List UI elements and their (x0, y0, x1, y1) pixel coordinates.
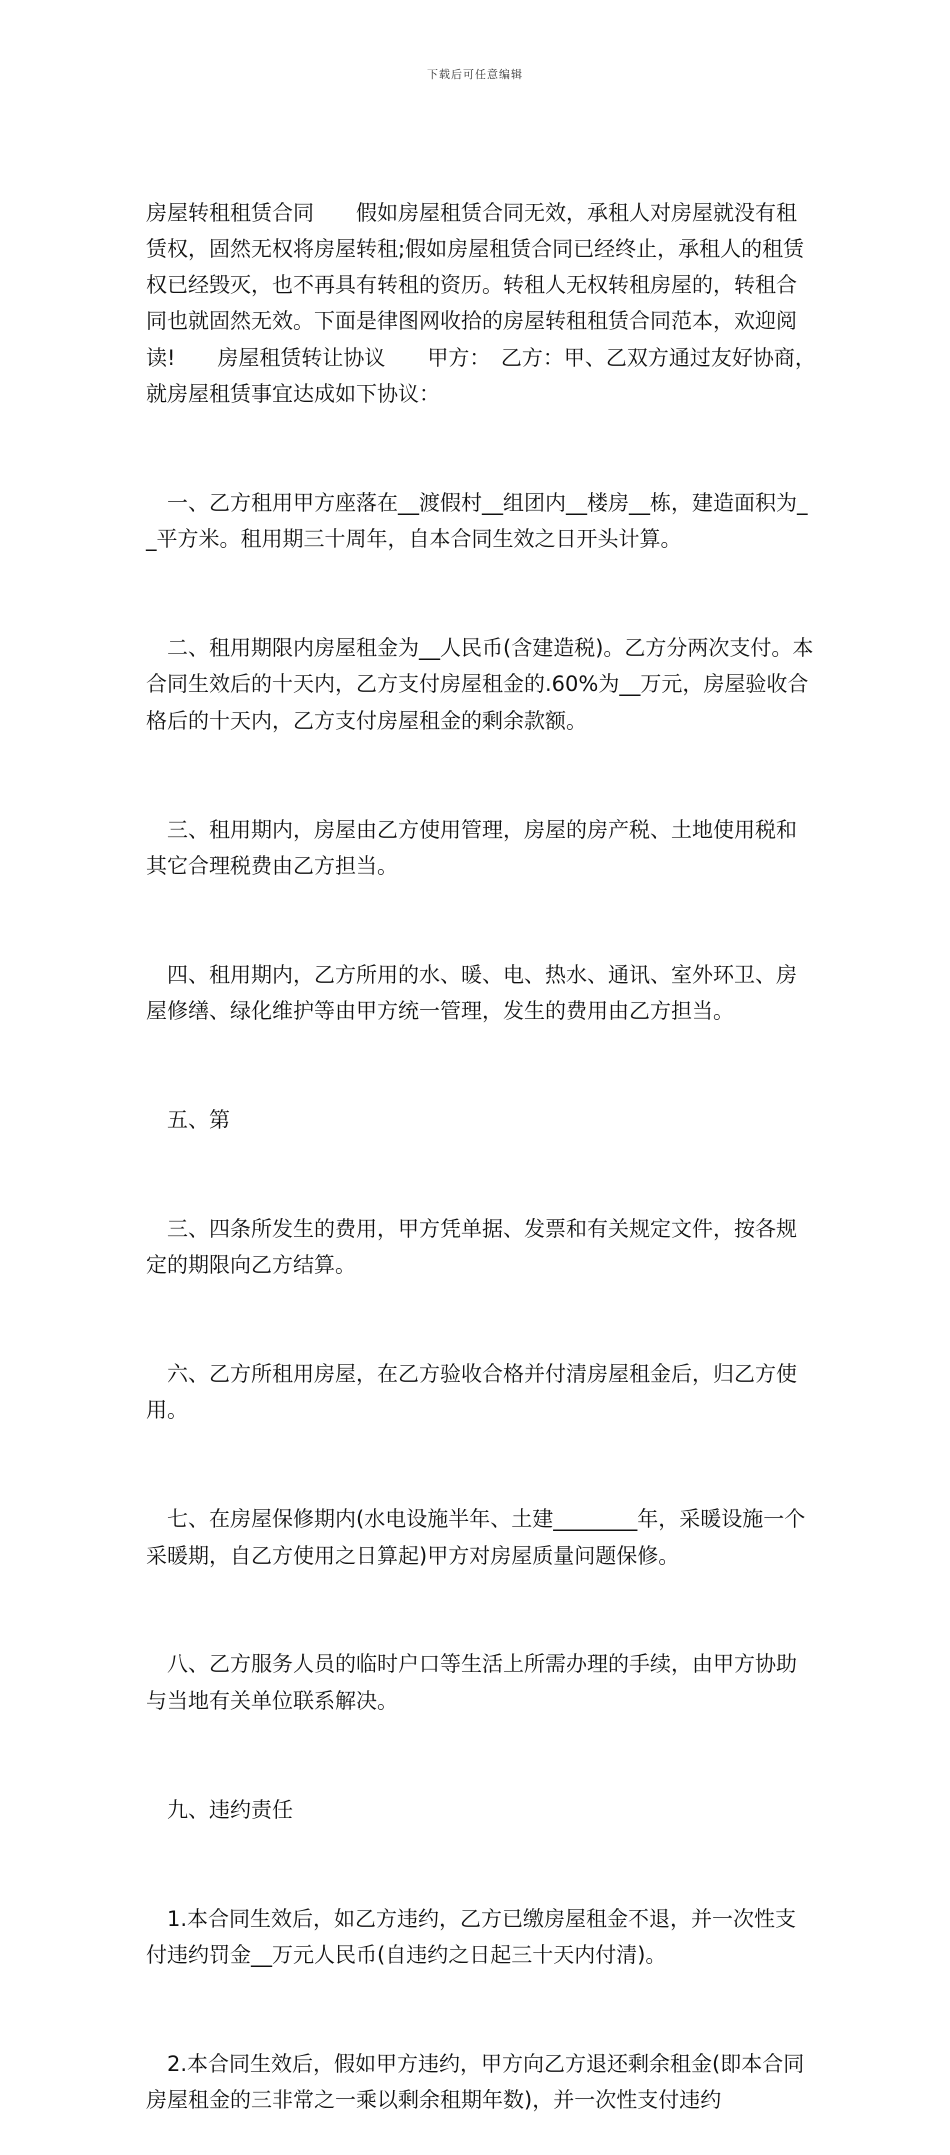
clause-9-item-2: 2.本合同生效后，假如甲方违约，甲方向乙方退还剩余租金(即本合同房屋租金的三非常之一乘以剩余租期年数)，并一次性支付违约 (146, 2051, 805, 2113)
clause-5-body: 三、四条所发生的费用，甲方凭单据、发票和有关规定文件，按各规定的期限向乙方结算。 (146, 1216, 797, 1278)
clause-5-heading: 五、第 (146, 1108, 230, 1133)
clause-7: 七、在房屋保修期内(水电设施半年、土建________年，采暖设施一个采暖期，自乙方使用之日算起)甲方对房屋质量问题保修。 (146, 1507, 806, 1568)
clause-9-heading: 九、违约责任 (146, 1797, 293, 1822)
page-header: 下载后可任意编辑 (427, 68, 523, 81)
document-body (146, 122, 816, 2155)
clause-4: 四、租用期内，乙方所用的水、暖、电、热水、通讯、室外环卫、房屋修缮、绿化维护等由甲方统一管理，发生的费用由乙方担当。 (146, 962, 797, 1024)
clause-8: 八、乙方服务人员的临时户口等生活上所需办理的手续，由甲方协助与当地有关单位联系解决。 (146, 1652, 797, 1713)
clause-6: 六、乙方所租用房屋，在乙方验收合格并付清房屋租金后，归乙方使用。 (146, 1362, 797, 1423)
clause-9-item-1: 1.本合同生效后，如乙方违约，乙方已缴房屋租金不退，并一次性支付违约罚金__万元人民币(自违约之日起三十天内付清)。 (146, 1906, 797, 1967)
clause-2: 二、租用期限内房屋租金为__人民币(含建造税)。乙方分两次支付。本合同生效后的十天内，乙方支付房屋租金的.60%为__万元，房屋验收合格后的十天内，乙方支付房屋租金的剩余款额。 (146, 636, 814, 733)
clause-1: 一、乙方租用甲方座落在__渡假村__组团内__楼房__栋，建造面积为__平方米。租用期三十周年，自本合同生效之日开头计算。 (146, 490, 808, 552)
clause-3: 三、租用期内，房屋由乙方使用管理，房屋的房产税、土地使用税和其它合理税费由乙方担当。 (146, 817, 797, 878)
intro-paragraph: 房屋转租租赁合同 假如房屋租赁合同无效，承租人对房屋就没有租赁权，固然无权将房屋转租;假如房屋租赁合同已经终止，承租人的租赁权已经毁灭，也不再具有转租的资历。转租人无权转租房屋的，转租合同也就固然无效。下面是律图网收拾的房屋转租租赁合同范本，欢迎阅读! 房屋租赁转让协议 甲方： 乙方：甲、乙双方通过友好协商，就房屋租赁事宜达成如下协议： (146, 200, 816, 407)
